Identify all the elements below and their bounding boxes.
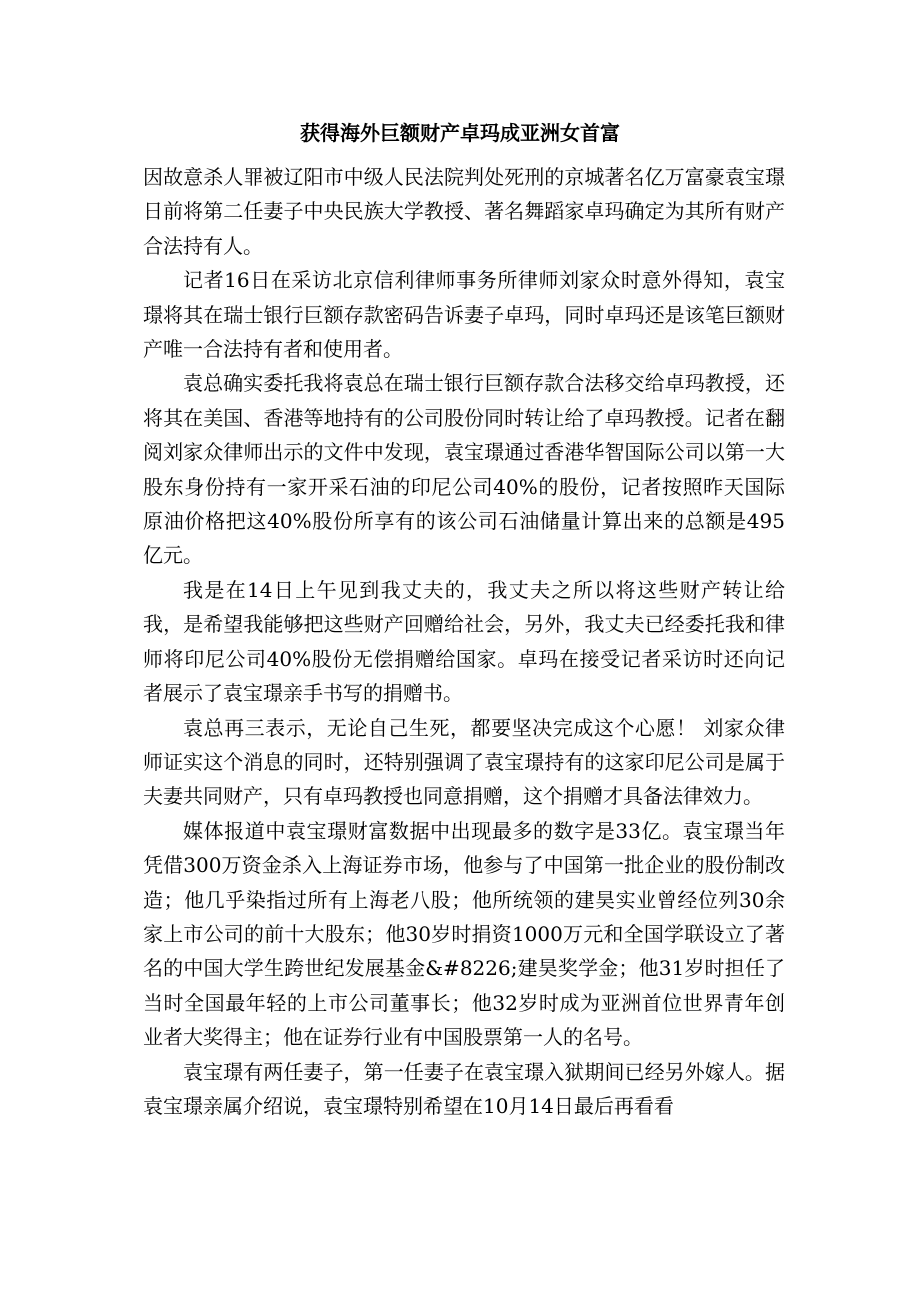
article-body bbox=[143, 160, 785, 1123]
paragraph-3: 袁总确实委托我将袁总在瑞士银行巨额存款合法移交给卓玛教授，还将其在美国、香港等地持有的公司股份同时转让给了卓玛教授。记者在翻阅刘家众律师出示的文件中发现，袁宝璟通过香港华智国际公司以第一大股东身份持有一家开采石油的印尼公司40%的股份，记者按照昨天国际原油价格把这40%股份所享有的该公司石油储量计算出来的总额是495亿元。 bbox=[143, 371, 785, 568]
paragraph-2: 记者16日在采访北京信利律师事务所律师刘家众时意外得知，袁宝璟将其在瑞士银行巨额存款密码告诉妻子卓玛，同时卓玛还是该笔巨额财产唯一合法持有者和使用者。 bbox=[143, 268, 785, 362]
paragraph-6: 媒体报道中袁宝璟财富数据中出现最多的数字是33亿。袁宝璟当年凭借300万资金杀入上海证券市场，他参与了中国第一批企业的股份制改造；他几乎染指过所有上海老八股；他所统领的建昊实业曾经位列30余家上市公司的前十大股东；他30岁时捐资1000万元和全国学联设立了著名的中国大学生跨世纪发展基金&#8226;建昊奖学金；他31岁时担任了当时全国最年轻的上市公司董事长；他32岁时成为亚洲首位世界青年创业者大奖得主；他在证券行业有中国股票第一人的名号。 bbox=[143, 818, 785, 1050]
paragraph-7: 袁宝璟有两任妻子，第一任妻子在袁宝璟入狱期间已经另外嫁人。据袁宝璟亲属介绍说，袁宝璟特别希望在10月14日最后再看看 bbox=[143, 1059, 785, 1118]
page-title: 获得海外巨额财产卓玛成亚洲女首富 bbox=[300, 121, 620, 145]
paragraph-4: 我是在14日上午见到我丈夫的，我丈夫之所以将这些财产转让给我，是希望我能够把这些财产回赠给社会，另外，我丈夫已经委托我和律师将印尼公司40%股份无偿捐赠给国家。卓玛在接受记者采访时还向记者展示了袁宝璟亲手书写的捐赠书。 bbox=[143, 577, 785, 706]
paragraph-5: 袁总再三表示，无论自己生死，都要坚决完成这个心愿！ 刘家众律师证实这个消息的同时，还特别强调了袁宝璟持有的这家印尼公司是属于夫妻共同财产，只有卓玛教授也同意捐赠，这个捐赠才具备法律效力。 bbox=[143, 715, 785, 809]
paragraph-1: 因故意杀人罪被辽阳市中级人民法院判处死刑的京城著名亿万富豪袁宝璟日前将第二任妻子中央民族大学教授、著名舞蹈家卓玛确定为其所有财产合法持有人。 bbox=[143, 165, 785, 258]
